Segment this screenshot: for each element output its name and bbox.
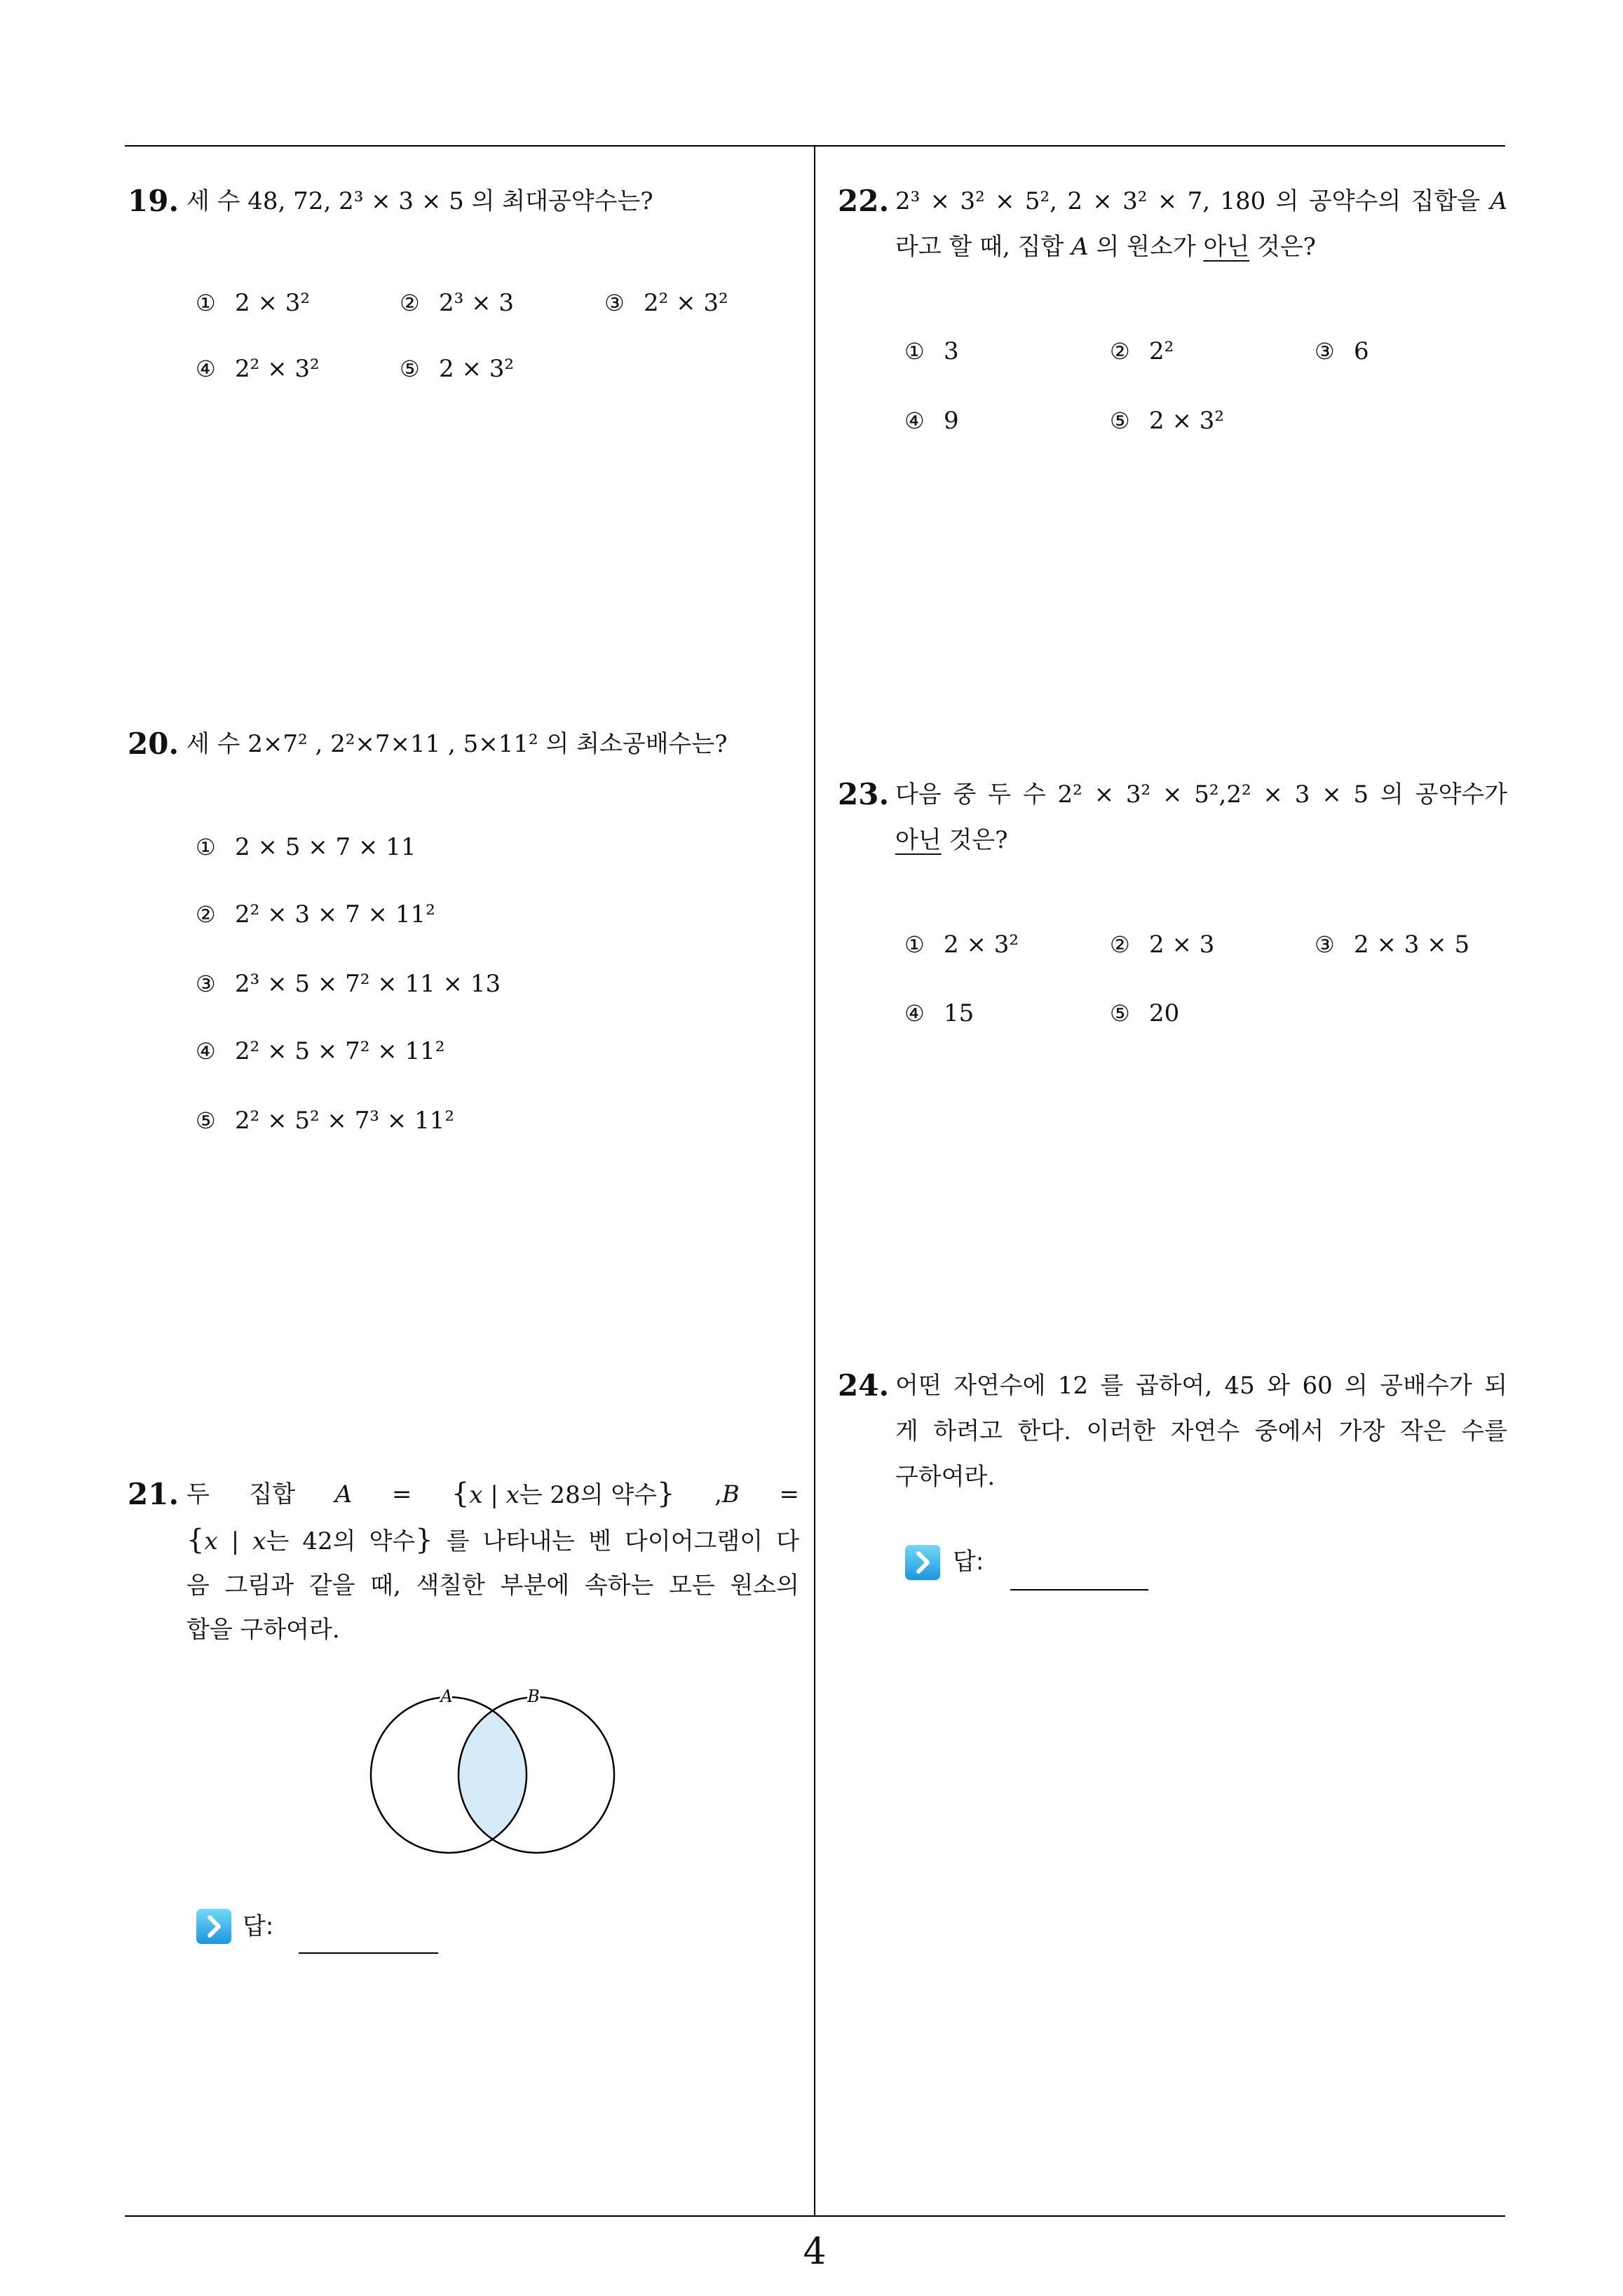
- question-23-stem-line2: [895, 819, 1007, 861]
- choice-text: 6: [1354, 337, 1369, 365]
- question-20-choice-1: [196, 826, 416, 868]
- choice-mark: ③: [196, 971, 216, 997]
- question-20-choice-2: [196, 893, 435, 936]
- venn-label-b: B: [527, 1687, 540, 1706]
- stem-word: 집합: [249, 1480, 296, 1508]
- set-b-symbol: B: [721, 1480, 740, 1508]
- question-22-choice-1: [904, 330, 959, 372]
- choice-text: 2³ × 3: [439, 289, 514, 317]
- set-condition: 는 28의 약수: [519, 1481, 658, 1509]
- question-20-stem: 세 수 2×7² , 2²×7×11 , 5×11² 의 최소공배수는?: [186, 730, 728, 758]
- question-19-number: 19.: [128, 184, 179, 218]
- question-24-stem-line3: 구하여라.: [895, 1463, 996, 1491]
- choice-mark: ②: [196, 901, 216, 928]
- question-21-stem-line2: [186, 1519, 799, 1561]
- choice-text: 2² × 3²: [644, 289, 728, 317]
- choice-text: 2 × 3 × 5: [1354, 931, 1470, 959]
- choice-text: 15: [944, 999, 975, 1027]
- choice-mark: ③: [1315, 931, 1335, 958]
- question-20-number: 20.: [128, 727, 179, 761]
- question-21-stem-line1: [186, 1473, 799, 1515]
- variable-x: x: [469, 1481, 483, 1509]
- question-19-choice-2: [400, 282, 514, 324]
- question-22-stem-line1: [895, 180, 1507, 222]
- venn-label-a: A: [440, 1687, 453, 1706]
- question-19-choice-3: [604, 282, 728, 324]
- choice-mark: ①: [196, 834, 216, 860]
- question-24-number: 24.: [838, 1368, 890, 1403]
- set-bar: |: [482, 1481, 506, 1509]
- variable-x: x: [204, 1527, 218, 1555]
- choice-text: 2 × 3: [1149, 931, 1215, 959]
- choice-text: 2² × 5² × 7³ × 11²: [235, 1107, 454, 1135]
- question-21-stem-line4: 합을 구하여라.: [186, 1616, 340, 1644]
- venn-diagram: [351, 1669, 645, 1879]
- question-23-stem-line1: 다음 중 두 수 2² × 3² × 5²,2² × 3 × 5 의 공약수가: [895, 781, 1507, 809]
- set-bar: |: [217, 1527, 253, 1555]
- choice-text: 9: [944, 407, 959, 435]
- answer-label: 답:: [243, 1912, 274, 1940]
- answer-blank-line: [1010, 1589, 1148, 1591]
- comma: ,: [714, 1480, 722, 1508]
- choice-text: 20: [1149, 999, 1180, 1027]
- question-22-choice-5: [1110, 400, 1224, 442]
- question-21-stem-line3: 음 그림과 같을 때, 색칠한 부분에 속하는 모든 원소의: [186, 1572, 799, 1600]
- stem-text: 라고 할 때, 집합: [895, 233, 1072, 261]
- chevron-right-icon: [904, 1544, 941, 1581]
- choice-mark: ①: [904, 338, 925, 365]
- choice-mark: ④: [196, 356, 216, 382]
- equals-sign: =: [391, 1480, 412, 1508]
- choice-text: 2 × 3²: [1149, 407, 1224, 435]
- choice-mark: ③: [604, 290, 625, 316]
- underlined-emphasis: 아닌: [1203, 233, 1250, 261]
- set-b-prefix: [714, 1473, 740, 1515]
- choice-mark: ③: [1315, 338, 1335, 365]
- choice-text: 2 × 3²: [944, 931, 1019, 959]
- choice-mark: ①: [904, 931, 925, 958]
- choice-mark: ④: [904, 407, 925, 434]
- question-23-choice-4: [904, 992, 974, 1034]
- variable-x: x: [505, 1481, 520, 1509]
- choice-text: 2 × 5 × 7 × 11: [235, 833, 416, 861]
- question-23-choice-5: [1110, 992, 1179, 1034]
- question-24-stem-line2: 게 하려고 한다. 이러한 자연수 중에서 가장 작은 수를: [895, 1417, 1507, 1445]
- stem-text: 의 원소가: [1088, 233, 1204, 261]
- choice-mark: ⑤: [1110, 407, 1130, 434]
- answer-blank-line: [299, 1952, 438, 1954]
- choice-mark: ⑤: [1110, 1000, 1130, 1027]
- page-number: 4: [803, 2231, 827, 2273]
- choice-mark: ②: [1110, 931, 1130, 958]
- stem-text: 2³ × 3² × 5², 2 × 3² × 7, 180 의 공약수의 집합을: [895, 187, 1490, 215]
- choice-text: 3: [944, 337, 959, 365]
- question-19-choice-1: [196, 282, 310, 324]
- stem-text: 것은?: [941, 826, 1008, 854]
- variable-x: x: [252, 1527, 266, 1555]
- stem-text: 를 나타내는 벤 다이어그램이 다: [433, 1527, 799, 1555]
- question-20-choice-3: [196, 963, 501, 1005]
- stem-text: 것은?: [1249, 233, 1316, 261]
- bottom-rule: [125, 2215, 1505, 2217]
- question-22-choice-4: [904, 400, 959, 442]
- choice-mark: ⑤: [196, 1107, 216, 1134]
- answer-label: 답:: [953, 1548, 984, 1576]
- question-19-choice-5: [400, 348, 514, 390]
- question-23-choice-3: [1315, 924, 1469, 966]
- underlined-emphasis: 아닌: [895, 826, 942, 854]
- question-23-choice-1: [904, 924, 1019, 966]
- stem-word: 두: [186, 1480, 210, 1508]
- question-19-choice-4: [196, 348, 320, 390]
- choice-text: 2³ × 5 × 7² × 11 × 13: [235, 970, 501, 998]
- set-a-symbol: A: [1071, 233, 1089, 261]
- choice-text: 2² × 5 × 7² × 11²: [235, 1037, 445, 1065]
- brace-open: {: [186, 1524, 205, 1556]
- question-22-stem-line2: [895, 226, 1316, 268]
- question-22-choice-3: [1315, 330, 1369, 372]
- choice-mark: ②: [400, 290, 420, 316]
- question-23-choice-2: [1110, 924, 1214, 966]
- brace-close: }: [657, 1478, 675, 1510]
- column-divider: [814, 145, 815, 2216]
- choice-text: 2²: [1149, 337, 1174, 365]
- question-24-stem-line1: 어떤 자연수에 12 를 곱하여, 45 와 60 의 공배수가 되: [895, 1372, 1507, 1400]
- question-23-number: 23.: [838, 777, 890, 811]
- question-21-number: 21.: [128, 1477, 179, 1511]
- set-a-definition: [451, 1473, 675, 1516]
- choice-text: 2 × 3²: [439, 355, 514, 383]
- question-20-choice-5: [196, 1100, 454, 1142]
- choice-mark: ①: [196, 290, 216, 316]
- equals-sign: =: [779, 1480, 799, 1508]
- choice-mark: ⑤: [400, 356, 420, 382]
- choice-mark: ④: [196, 1038, 216, 1065]
- question-20-choice-4: [196, 1030, 444, 1072]
- choice-mark: ②: [1110, 338, 1130, 365]
- set-a-symbol: A: [1490, 187, 1507, 215]
- question-19-stem: 세 수 48, 72, 2³ × 3 × 5 의 최대공약수는?: [186, 187, 653, 215]
- choice-text: 2² × 3 × 7 × 11²: [235, 900, 435, 928]
- choice-text: 2 × 3²: [235, 289, 310, 317]
- question-22-choice-2: [1110, 330, 1174, 372]
- question-22-number: 22.: [838, 184, 890, 218]
- brace-open: {: [451, 1478, 470, 1510]
- choice-mark: ④: [904, 1000, 925, 1027]
- choice-text: 2² × 3²: [235, 355, 320, 383]
- brace-close: }: [415, 1524, 433, 1556]
- chevron-right-icon: [196, 1908, 232, 1945]
- set-condition: 는 42의 약수: [266, 1527, 416, 1555]
- set-a-symbol: A: [334, 1480, 353, 1508]
